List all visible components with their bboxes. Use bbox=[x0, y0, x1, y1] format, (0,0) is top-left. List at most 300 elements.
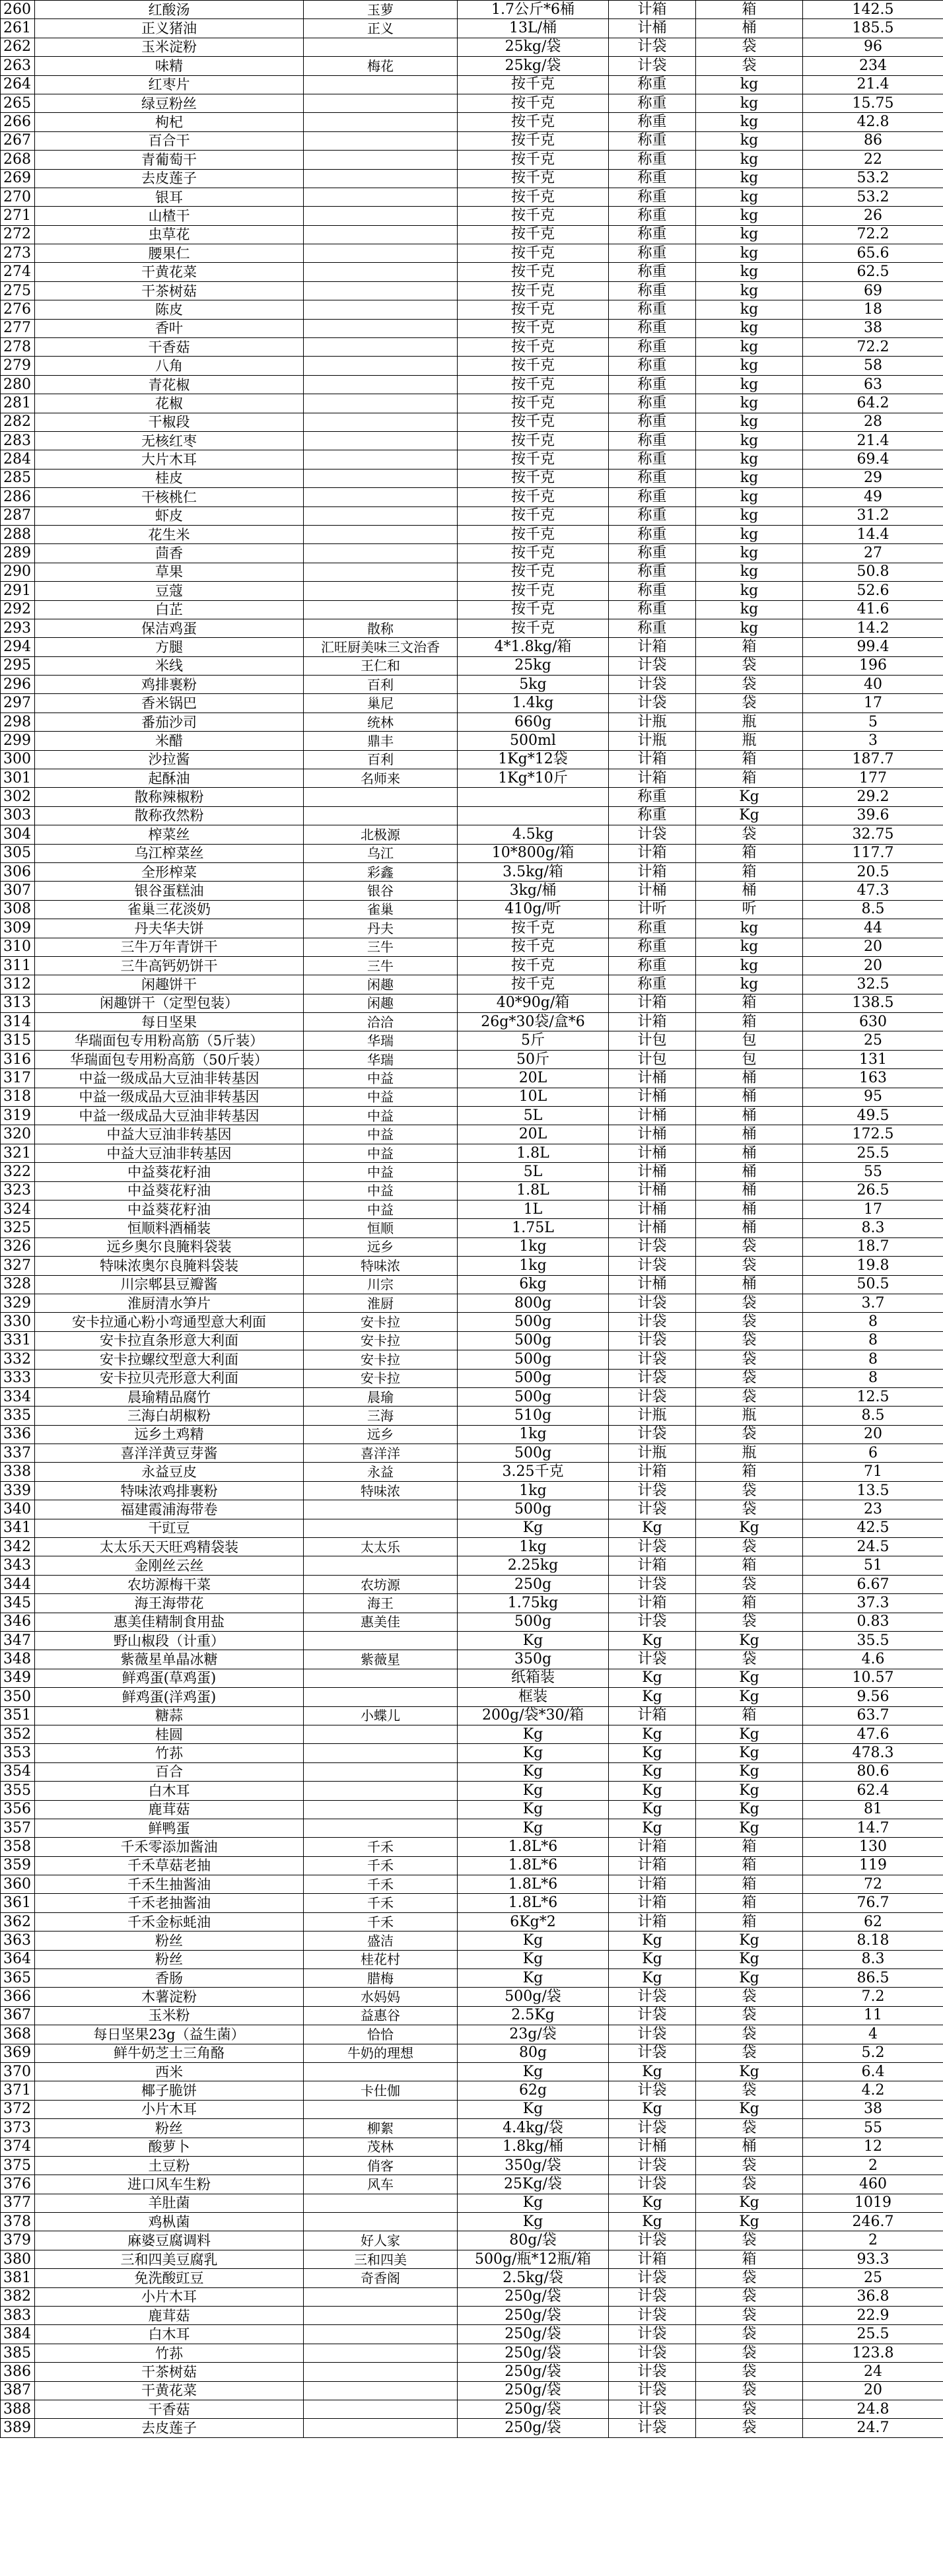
unit-cell: 袋 bbox=[696, 2119, 803, 2138]
table-row bbox=[1, 1425, 943, 1444]
unit-cell: 袋 bbox=[696, 1313, 803, 1331]
table-row bbox=[1, 2269, 943, 2287]
product-name-cell: 干黄花菜 bbox=[35, 2381, 304, 2400]
price-cell: 7.2 bbox=[803, 1988, 943, 2006]
table-row bbox=[1, 2156, 943, 2175]
row-number-cell: 288 bbox=[1, 525, 35, 543]
table-row bbox=[1, 1538, 943, 1556]
unit-cell: 袋 bbox=[696, 2363, 803, 2381]
pricing-method-cell: 称重 bbox=[609, 188, 696, 206]
pricing-method-cell: 计袋 bbox=[609, 2381, 696, 2400]
pricing-method-cell: 称重 bbox=[609, 225, 696, 244]
brand-cell bbox=[304, 113, 458, 131]
price-cell: 86.5 bbox=[803, 1969, 943, 1988]
pricing-method-cell: 计瓶 bbox=[609, 732, 696, 750]
product-name-cell: 小片木耳 bbox=[35, 2287, 304, 2306]
pricing-method-cell: 计瓶 bbox=[609, 713, 696, 731]
price-cell: 8.3 bbox=[803, 1219, 943, 1237]
pricing-method-cell: 计袋 bbox=[609, 1481, 696, 1500]
pricing-method-cell: 计箱 bbox=[609, 769, 696, 788]
product-name-cell: 恒顺料酒桶装 bbox=[35, 1219, 304, 1237]
specification-cell: 1Kg*10斤 bbox=[458, 769, 609, 788]
row-number-cell: 308 bbox=[1, 900, 35, 919]
unit-cell: kg bbox=[696, 919, 803, 938]
unit-cell: 箱 bbox=[696, 750, 803, 769]
price-cell: 41.6 bbox=[803, 600, 943, 619]
table-row bbox=[1, 769, 943, 788]
specification-cell: 按千克 bbox=[458, 300, 609, 319]
price-cell: 172.5 bbox=[803, 1125, 943, 1144]
pricing-method-cell: 计袋 bbox=[609, 656, 696, 675]
brand-cell: 喜洋洋 bbox=[304, 1444, 458, 1463]
product-name-cell: 白木耳 bbox=[35, 1782, 304, 1800]
row-number-cell: 356 bbox=[1, 1800, 35, 1819]
specification-cell: 按千克 bbox=[458, 544, 609, 563]
specification-cell: 2.5Kg bbox=[458, 2006, 609, 2025]
row-number-cell: 264 bbox=[1, 75, 35, 94]
table-row bbox=[1, 1387, 943, 1406]
specification-cell: 1.8L*6 bbox=[458, 1838, 609, 1856]
price-cell: 119 bbox=[803, 1856, 943, 1875]
unit-cell: kg bbox=[696, 938, 803, 956]
specification-cell: 4*1.8kg/箱 bbox=[458, 638, 609, 656]
row-number-cell: 302 bbox=[1, 788, 35, 806]
pricing-method-cell: 计袋 bbox=[609, 1350, 696, 1369]
specification-cell: 250g/袋 bbox=[458, 2419, 609, 2437]
price-cell: 478.3 bbox=[803, 1744, 943, 1762]
table-row bbox=[1, 2381, 943, 2400]
pricing-method-cell: 计桶 bbox=[609, 19, 696, 38]
product-name-cell: 桂皮 bbox=[35, 469, 304, 487]
price-cell: 6.4 bbox=[803, 2062, 943, 2081]
brand-cell bbox=[304, 394, 458, 413]
table-row bbox=[1, 207, 943, 225]
pricing-method-cell: 计袋 bbox=[609, 1575, 696, 1593]
row-number-cell: 268 bbox=[1, 151, 35, 169]
brand-cell: 盛洁 bbox=[304, 1932, 458, 1950]
pricing-method-cell: 称重 bbox=[609, 207, 696, 225]
unit-cell: 袋 bbox=[696, 1613, 803, 1631]
specification-cell: 按千克 bbox=[458, 225, 609, 244]
row-number-cell: 301 bbox=[1, 769, 35, 788]
specification-cell: 3kg/桶 bbox=[458, 882, 609, 900]
specification-cell: 5L bbox=[458, 1107, 609, 1125]
table-row bbox=[1, 2044, 943, 2062]
brand-cell: 洽洽 bbox=[304, 1013, 458, 1031]
price-cell: 25 bbox=[803, 2269, 943, 2287]
pricing-method-cell: 计桶 bbox=[609, 1163, 696, 1181]
brand-cell bbox=[304, 300, 458, 319]
unit-cell: 箱 bbox=[696, 1594, 803, 1613]
row-number-cell: 314 bbox=[1, 1013, 35, 1031]
product-name-cell: 米醋 bbox=[35, 732, 304, 750]
brand-cell bbox=[304, 1762, 458, 1781]
specification-cell: 6kg bbox=[458, 1275, 609, 1294]
unit-cell: 桶 bbox=[696, 1163, 803, 1181]
unit-cell: Kg bbox=[696, 2213, 803, 2231]
row-number-cell: 381 bbox=[1, 2269, 35, 2287]
pricing-method-cell: 计箱 bbox=[609, 638, 696, 656]
price-cell: 26.5 bbox=[803, 1181, 943, 1200]
table-row bbox=[1, 975, 943, 994]
brand-cell bbox=[304, 1556, 458, 1575]
row-number-cell: 340 bbox=[1, 1500, 35, 1519]
unit-cell: 箱 bbox=[696, 994, 803, 1012]
table-row bbox=[1, 375, 943, 394]
brand-cell: 北极源 bbox=[304, 825, 458, 844]
price-cell: 29.2 bbox=[803, 788, 943, 806]
brand-cell: 农坊源 bbox=[304, 1575, 458, 1593]
specification-cell: 1.8L bbox=[458, 1181, 609, 1200]
unit-cell: kg bbox=[696, 488, 803, 506]
brand-cell bbox=[304, 319, 458, 337]
brand-cell bbox=[304, 563, 458, 581]
unit-cell: 袋 bbox=[696, 2419, 803, 2437]
product-name-cell: 百合干 bbox=[35, 131, 304, 150]
specification-cell: 按千克 bbox=[458, 338, 609, 357]
specification-cell: 250g/袋 bbox=[458, 2400, 609, 2419]
product-name-cell: 干椒段 bbox=[35, 413, 304, 431]
brand-cell bbox=[304, 2100, 458, 2118]
table-row bbox=[1, 338, 943, 357]
price-cell: 4.6 bbox=[803, 1650, 943, 1669]
price-cell: 39.6 bbox=[803, 806, 943, 825]
pricing-method-cell: 计袋 bbox=[609, 1331, 696, 1350]
price-cell: 38 bbox=[803, 2100, 943, 2118]
brand-cell bbox=[304, 281, 458, 300]
pricing-method-cell: 计桶 bbox=[609, 1125, 696, 1144]
price-cell: 123.8 bbox=[803, 2344, 943, 2362]
unit-cell: Kg bbox=[696, 1819, 803, 1837]
specification-cell: 按千克 bbox=[458, 94, 609, 112]
brand-cell bbox=[304, 1725, 458, 1743]
brand-cell: 牛奶的理想 bbox=[304, 2044, 458, 2062]
brand-cell bbox=[304, 1519, 458, 1537]
brand-cell bbox=[304, 2363, 458, 2381]
price-cell: 24.7 bbox=[803, 2419, 943, 2437]
price-cell: 17 bbox=[803, 694, 943, 713]
product-name-cell: 粉丝 bbox=[35, 2119, 304, 2138]
table-row bbox=[1, 38, 943, 56]
brand-cell: 远乡 bbox=[304, 1425, 458, 1444]
table-row bbox=[1, 956, 943, 975]
table-row bbox=[1, 1013, 943, 1031]
table-row bbox=[1, 1069, 943, 1088]
unit-cell: 桶 bbox=[696, 1144, 803, 1162]
table-row bbox=[1, 1144, 943, 1162]
table-row bbox=[1, 862, 943, 881]
pricing-method-cell: 计袋 bbox=[609, 38, 696, 56]
row-number-cell: 275 bbox=[1, 281, 35, 300]
brand-cell bbox=[304, 38, 458, 56]
brand-cell bbox=[304, 2213, 458, 2231]
row-number-cell: 346 bbox=[1, 1613, 35, 1631]
pricing-method-cell: 计袋 bbox=[609, 2307, 696, 2325]
brand-cell bbox=[304, 525, 458, 543]
brand-cell: 晨瑜 bbox=[304, 1387, 458, 1406]
product-name-cell: 淮厨清水笋片 bbox=[35, 1294, 304, 1312]
price-cell: 19.8 bbox=[803, 1257, 943, 1275]
row-number-cell: 300 bbox=[1, 750, 35, 769]
pricing-method-cell: Kg bbox=[609, 1519, 696, 1537]
price-cell: 14.4 bbox=[803, 525, 943, 543]
price-cell: 630 bbox=[803, 1013, 943, 1031]
row-number-cell: 341 bbox=[1, 1519, 35, 1537]
price-cell: 72.2 bbox=[803, 225, 943, 244]
specification-cell: 2.25kg bbox=[458, 1556, 609, 1575]
price-cell: 64.2 bbox=[803, 394, 943, 413]
row-number-cell: 315 bbox=[1, 1031, 35, 1050]
product-name-cell: 安卡拉贝壳形意大利面 bbox=[35, 1369, 304, 1387]
specification-cell: 350g/袋 bbox=[458, 2156, 609, 2175]
specification-cell: 23g/袋 bbox=[458, 2025, 609, 2044]
pricing-method-cell: 计箱 bbox=[609, 750, 696, 769]
brand-cell: 千禾 bbox=[304, 1912, 458, 1931]
product-name-cell: 起酥油 bbox=[35, 769, 304, 788]
pricing-method-cell: 计桶 bbox=[609, 1088, 696, 1106]
specification-cell: 5斤 bbox=[458, 1031, 609, 1050]
pricing-method-cell: Kg bbox=[609, 1969, 696, 1988]
brand-cell: 中益 bbox=[304, 1144, 458, 1162]
brand-cell: 中益 bbox=[304, 1107, 458, 1125]
price-cell: 80.6 bbox=[803, 1762, 943, 1781]
unit-cell: Kg bbox=[696, 1725, 803, 1743]
unit-cell: 袋 bbox=[696, 1500, 803, 1519]
table-row bbox=[1, 1463, 943, 1481]
price-cell: 72 bbox=[803, 1875, 943, 1894]
row-number-cell: 320 bbox=[1, 1125, 35, 1144]
specification-cell: 按千克 bbox=[458, 319, 609, 337]
row-number-cell: 345 bbox=[1, 1594, 35, 1613]
brand-cell: 恒顺 bbox=[304, 1219, 458, 1237]
specification-cell: 按千克 bbox=[458, 394, 609, 413]
pricing-method-cell: Kg bbox=[609, 1631, 696, 1650]
price-cell: 32.5 bbox=[803, 975, 943, 994]
price-cell: 2 bbox=[803, 2231, 943, 2250]
row-number-cell: 286 bbox=[1, 488, 35, 506]
specification-cell: 按千克 bbox=[458, 938, 609, 956]
specification-cell: 2.5kg/袋 bbox=[458, 2269, 609, 2287]
product-name-cell: 太太乐天天旺鸡精袋装 bbox=[35, 1538, 304, 1556]
specification-cell: 按千克 bbox=[458, 431, 609, 450]
unit-cell: Kg bbox=[696, 1932, 803, 1950]
brand-cell bbox=[304, 2287, 458, 2306]
product-name-cell: 竹荪 bbox=[35, 1744, 304, 1762]
product-name-cell: 干核桃仁 bbox=[35, 488, 304, 506]
product-name-cell: 味精 bbox=[35, 57, 304, 75]
unit-cell: kg bbox=[696, 563, 803, 581]
row-number-cell: 304 bbox=[1, 825, 35, 844]
price-cell: 17 bbox=[803, 1201, 943, 1219]
brand-cell: 远乡 bbox=[304, 1237, 458, 1256]
product-name-cell: 雀巢三花淡奶 bbox=[35, 900, 304, 919]
product-name-cell: 干茶树菇 bbox=[35, 2363, 304, 2381]
pricing-method-cell: Kg bbox=[609, 1819, 696, 1837]
unit-cell: 桶 bbox=[696, 1088, 803, 1106]
product-name-cell: 福建霞浦海带卷 bbox=[35, 1500, 304, 1519]
row-number-cell: 284 bbox=[1, 450, 35, 469]
brand-cell: 好人家 bbox=[304, 2231, 458, 2250]
row-number-cell: 295 bbox=[1, 656, 35, 675]
table-row bbox=[1, 2081, 943, 2100]
price-cell: 96 bbox=[803, 38, 943, 56]
price-cell: 50.5 bbox=[803, 1275, 943, 1294]
specification-cell: 1.75kg bbox=[458, 1594, 609, 1613]
row-number-cell: 351 bbox=[1, 1706, 35, 1725]
unit-cell: 袋 bbox=[696, 2081, 803, 2100]
unit-cell: Kg bbox=[696, 2194, 803, 2212]
brand-cell bbox=[304, 1669, 458, 1687]
pricing-method-cell: 称重 bbox=[609, 975, 696, 994]
row-number-cell: 269 bbox=[1, 169, 35, 188]
unit-cell: 桶 bbox=[696, 1069, 803, 1088]
table-row bbox=[1, 263, 943, 281]
specification-cell bbox=[458, 806, 609, 825]
row-number-cell: 379 bbox=[1, 2231, 35, 2250]
table-row bbox=[1, 131, 943, 150]
specification-cell: 250g/袋 bbox=[458, 2307, 609, 2325]
price-cell: 187.7 bbox=[803, 750, 943, 769]
brand-cell: 中益 bbox=[304, 1201, 458, 1219]
table-row bbox=[1, 188, 943, 206]
row-number-cell: 388 bbox=[1, 2400, 35, 2419]
unit-cell: Kg bbox=[696, 1631, 803, 1650]
product-name-cell: 花生米 bbox=[35, 525, 304, 543]
row-number-cell: 371 bbox=[1, 2081, 35, 2100]
unit-cell: 箱 bbox=[696, 1894, 803, 1912]
price-cell: 138.5 bbox=[803, 994, 943, 1012]
row-number-cell: 331 bbox=[1, 1331, 35, 1350]
specification-cell: 250g/袋 bbox=[458, 2325, 609, 2344]
price-cell: 31.2 bbox=[803, 506, 943, 525]
row-number-cell: 336 bbox=[1, 1425, 35, 1444]
price-cell: 196 bbox=[803, 656, 943, 675]
row-number-cell: 270 bbox=[1, 188, 35, 206]
price-cell: 76.7 bbox=[803, 1894, 943, 1912]
pricing-method-cell: 计袋 bbox=[609, 1369, 696, 1387]
brand-cell bbox=[304, 788, 458, 806]
product-name-cell: 木薯淀粉 bbox=[35, 1988, 304, 2006]
unit-cell: 袋 bbox=[696, 1575, 803, 1593]
brand-cell bbox=[304, 375, 458, 394]
unit-cell: 箱 bbox=[696, 1013, 803, 1031]
pricing-method-cell: 计袋 bbox=[609, 2044, 696, 2062]
unit-cell: 瓶 bbox=[696, 1407, 803, 1425]
pricing-method-cell: 计箱 bbox=[609, 1463, 696, 1481]
unit-cell: Kg bbox=[696, 1519, 803, 1537]
product-name-cell: 中益葵花籽油 bbox=[35, 1181, 304, 1200]
pricing-method-cell: 计箱 bbox=[609, 2250, 696, 2268]
product-name-cell: 晨瑜精品腐竹 bbox=[35, 1387, 304, 1406]
specification-cell: 40*90g/箱 bbox=[458, 994, 609, 1012]
row-number-cell: 386 bbox=[1, 2363, 35, 2381]
brand-cell: 三牛 bbox=[304, 956, 458, 975]
unit-cell: 箱 bbox=[696, 844, 803, 862]
table-row bbox=[1, 525, 943, 543]
brand-cell: 安卡拉 bbox=[304, 1313, 458, 1331]
table-row bbox=[1, 319, 943, 337]
table-row bbox=[1, 938, 943, 956]
brand-cell: 丹夫 bbox=[304, 919, 458, 938]
unit-cell: 箱 bbox=[696, 1, 803, 19]
table-row bbox=[1, 450, 943, 469]
brand-cell: 百利 bbox=[304, 676, 458, 694]
pricing-method-cell: 计袋 bbox=[609, 1613, 696, 1631]
price-cell: 185.5 bbox=[803, 19, 943, 38]
unit-cell: kg bbox=[696, 600, 803, 619]
price-cell: 131 bbox=[803, 1050, 943, 1068]
product-name-cell: 椰子脆饼 bbox=[35, 2081, 304, 2100]
price-cell: 246.7 bbox=[803, 2213, 943, 2231]
row-number-cell: 272 bbox=[1, 225, 35, 244]
product-name-cell: 乌江榨菜丝 bbox=[35, 844, 304, 862]
pricing-method-cell: 计袋 bbox=[609, 1294, 696, 1312]
price-cell: 71 bbox=[803, 1463, 943, 1481]
pricing-method-cell: 计箱 bbox=[609, 1594, 696, 1613]
price-cell: 24.8 bbox=[803, 2400, 943, 2419]
unit-cell: 袋 bbox=[696, 2044, 803, 2062]
brand-cell: 闲趣 bbox=[304, 975, 458, 994]
pricing-method-cell: 计箱 bbox=[609, 1706, 696, 1725]
brand-cell bbox=[304, 544, 458, 563]
pricing-method-cell: 称重 bbox=[609, 469, 696, 487]
row-number-cell: 343 bbox=[1, 1556, 35, 1575]
specification-cell: 500g bbox=[458, 1350, 609, 1369]
specification-cell: 按千克 bbox=[458, 413, 609, 431]
pricing-method-cell: 计袋 bbox=[609, 57, 696, 75]
price-cell: 25 bbox=[803, 1031, 943, 1050]
product-name-cell: 腰果仁 bbox=[35, 244, 304, 263]
table-row bbox=[1, 1444, 943, 1463]
price-cell: 50.8 bbox=[803, 563, 943, 581]
unit-cell: 箱 bbox=[696, 1875, 803, 1894]
specification-cell: 按千克 bbox=[458, 488, 609, 506]
pricing-method-cell: 计箱 bbox=[609, 1875, 696, 1894]
specification-cell: 1.7公斤*6桶 bbox=[458, 1, 609, 19]
table-body bbox=[1, 1, 943, 2438]
row-number-cell: 260 bbox=[1, 1, 35, 19]
unit-cell: 桶 bbox=[696, 1201, 803, 1219]
price-cell: 38 bbox=[803, 319, 943, 337]
product-name-cell: 散称孜然粉 bbox=[35, 806, 304, 825]
product-name-cell: 鸡枞菌 bbox=[35, 2213, 304, 2231]
price-cell: 10.57 bbox=[803, 1669, 943, 1687]
product-name-cell: 中益葵花籽油 bbox=[35, 1201, 304, 1219]
unit-cell: 袋 bbox=[696, 1538, 803, 1556]
unit-cell: kg bbox=[696, 525, 803, 543]
price-cell: 86 bbox=[803, 131, 943, 150]
product-name-cell: 中益一级成品大豆油非转基因 bbox=[35, 1107, 304, 1125]
row-number-cell: 321 bbox=[1, 1144, 35, 1162]
row-number-cell: 290 bbox=[1, 563, 35, 581]
pricing-method-cell: 计袋 bbox=[609, 2175, 696, 2194]
brand-cell bbox=[304, 1800, 458, 1819]
specification-cell: 按千克 bbox=[458, 375, 609, 394]
price-cell: 8.3 bbox=[803, 1950, 943, 1968]
row-number-cell: 348 bbox=[1, 1650, 35, 1669]
price-cell: 22.9 bbox=[803, 2307, 943, 2325]
specification-cell: Kg bbox=[458, 2100, 609, 2118]
row-number-cell: 337 bbox=[1, 1444, 35, 1463]
row-number-cell: 338 bbox=[1, 1463, 35, 1481]
table-row bbox=[1, 2287, 943, 2306]
specification-cell: 4.4kg/袋 bbox=[458, 2119, 609, 2138]
table-row bbox=[1, 656, 943, 675]
unit-cell: 桶 bbox=[696, 1125, 803, 1144]
table-row bbox=[1, 676, 943, 694]
pricing-method-cell: 计袋 bbox=[609, 1988, 696, 2006]
pricing-method-cell: 称重 bbox=[609, 169, 696, 188]
